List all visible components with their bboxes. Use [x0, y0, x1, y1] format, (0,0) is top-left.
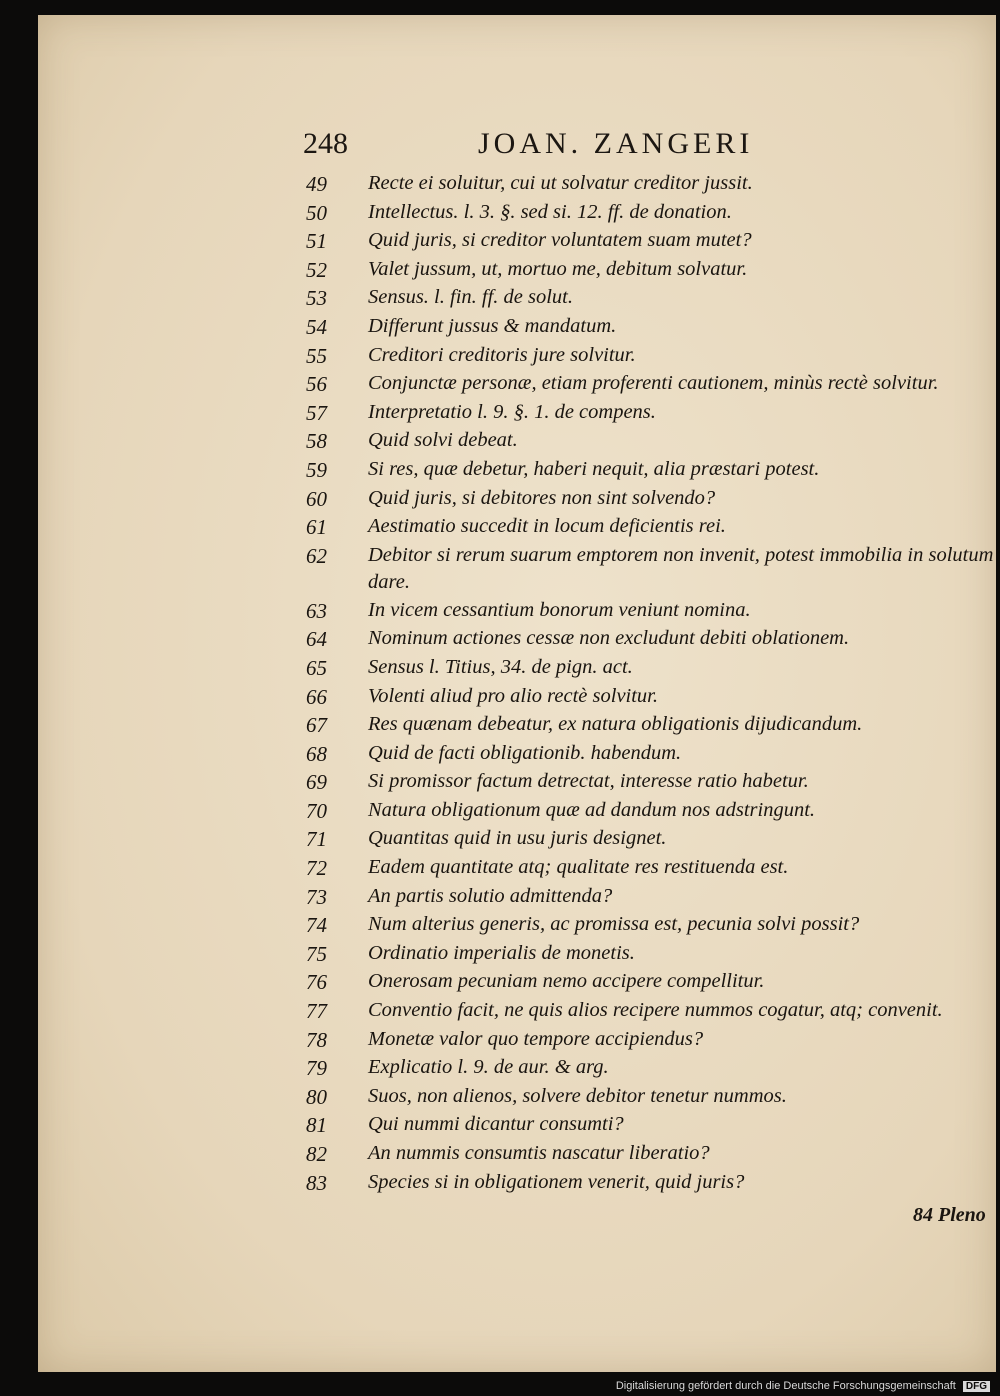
entry-text: Explicatio l. 9. de aur. & arg.	[368, 1056, 609, 1079]
entry-text: Sensus. l. fin. ff. de solut.	[368, 286, 573, 309]
entry-text: Sensus l. Titius, 34. de pign. act.	[368, 655, 633, 678]
list-item	[306, 825, 1000, 854]
entry-number: 50	[306, 200, 327, 225]
list-item	[306, 284, 1000, 313]
credit-text: Digitalisierung gefördert durch die Deutsche Forschungsgemeinschaft	[615, 1380, 956, 1392]
entry-number: 57	[306, 400, 327, 425]
list-item	[306, 683, 1000, 712]
list-item	[306, 170, 1000, 199]
entry-text: Conjunctæ personæ, etiam proferenti cautionem, minùs rectè solvitur.	[368, 372, 939, 395]
list-item	[306, 940, 1000, 969]
entry-text: Valet jussum, ut, mortuo me, debitum solvatur.	[368, 257, 748, 280]
entry-number: 64	[306, 627, 327, 652]
book-page	[38, 15, 996, 1372]
entry-text: Interpretatio l. 9. §. 1. de compens.	[368, 400, 656, 423]
entry-number: 60	[306, 486, 327, 511]
list-item	[306, 542, 1000, 597]
entry-text: Num alterius generis, ac promissa est, pecunia solvi possit?	[368, 913, 860, 936]
entry-number: 78	[306, 1027, 327, 1052]
entry-text: Creditori creditoris jure solvitur.	[368, 343, 636, 366]
entry-text: Onerosam pecuniam nemo accipere compellitur.	[368, 970, 765, 993]
entry-text: Volenti aliud pro alio rectè solvitur.	[368, 684, 659, 707]
entry-number: 79	[306, 1056, 327, 1081]
list-item	[306, 625, 1000, 654]
entry-text: Quid de facti obligationib. habendum.	[368, 741, 682, 764]
summary-list	[306, 170, 1000, 1197]
entry-number: 73	[306, 884, 327, 909]
list-item	[306, 1111, 1000, 1140]
entry-number: 56	[306, 372, 327, 397]
list-item	[306, 227, 1000, 256]
entry-text: Recte ei soluitur, cui ut solvatur creditor jussit.	[368, 172, 753, 194]
list-item	[306, 256, 1000, 285]
list-item	[306, 740, 1000, 769]
entry-number: 61	[306, 515, 327, 540]
entry-text: Quid solvi debeat.	[368, 429, 518, 452]
entry-text: Debitor si rerum suarum emptorem non invenit, potest immobilia in solutum dare.	[368, 543, 994, 593]
entry-text: Differunt jussus & mandatum.	[368, 314, 617, 337]
entry-number: 63	[306, 598, 327, 623]
list-item	[306, 768, 1000, 797]
entry-number: 68	[306, 741, 327, 766]
list-item	[306, 427, 1000, 456]
list-item	[306, 485, 1000, 514]
entry-number: 74	[306, 913, 327, 938]
list-item	[306, 597, 1000, 626]
entry-number: 58	[306, 429, 327, 454]
list-item	[306, 199, 1000, 228]
list-item	[306, 1140, 1000, 1169]
list-item	[306, 1169, 1000, 1198]
list-item	[306, 968, 1000, 997]
list-item	[306, 711, 1000, 740]
entry-text: Ordinatio imperialis de monetis.	[368, 941, 635, 964]
entry-text: An partis solutio admittenda?	[368, 884, 613, 907]
entry-text: Species si in obligationem venerit, quid juris?	[368, 1170, 745, 1193]
entry-number: 77	[306, 999, 327, 1024]
entry-text: Eadem quantitate atq; qualitate res restituenda est.	[368, 856, 789, 879]
entry-number: 82	[306, 1142, 327, 1166]
list-item	[306, 370, 1000, 399]
entry-number: 75	[306, 941, 327, 966]
list-item	[306, 997, 1000, 1026]
list-item	[306, 911, 1000, 940]
entry-number: 62	[306, 543, 327, 568]
list-item	[306, 883, 1000, 912]
entry-text: Quid juris, si debitores non sint solvendo?	[368, 486, 716, 509]
entry-number: 51	[306, 229, 327, 254]
entry-text: An nummis consumtis nascatur liberatio?	[368, 1142, 710, 1164]
entry-text: Suos, non alienos, solvere debitor tenetur nummos.	[368, 1084, 787, 1107]
running-head	[303, 127, 803, 167]
entry-number: 65	[306, 655, 327, 680]
entry-text: Quantitas quid in usu juris designet.	[368, 827, 667, 850]
list-item	[306, 654, 1000, 683]
entry-text: Nominum actiones cessæ non excludunt debiti oblationem.	[368, 627, 850, 650]
list-item	[306, 1083, 1000, 1112]
entry-text: Si res, quæ debetur, haberi nequit, alia præstari potest.	[368, 457, 820, 480]
entry-text: In vicem cessantium bonorum veniunt nomina.	[368, 598, 751, 621]
list-item	[306, 1054, 1000, 1083]
entry-number: 54	[306, 314, 327, 339]
entry-number: 83	[306, 1170, 327, 1195]
entry-text: Intellectus. l. 3. §. sed si. 12. ff. de donation.	[368, 200, 732, 223]
entry-text: Res quænam debeatur, ex natura obligationis dijudicandum.	[368, 713, 863, 736]
list-item	[306, 342, 1000, 371]
entry-number: 76	[306, 970, 327, 995]
catchword: 84 Pleno	[913, 1204, 986, 1226]
entry-number: 72	[306, 856, 327, 881]
entry-number: 81	[306, 1113, 327, 1138]
dfg-logo: DFG	[963, 1381, 990, 1392]
entry-number: 49	[306, 172, 327, 196]
list-item	[306, 854, 1000, 883]
list-item	[306, 513, 1000, 542]
entry-text: Aestimatio succedit in locum deficientis rei.	[368, 515, 726, 538]
digitization-credit	[616, 1380, 990, 1392]
entry-number: 70	[306, 798, 327, 823]
entry-number: 52	[306, 257, 327, 282]
entry-text: Qui nummi dicantur consumti?	[368, 1113, 624, 1136]
entry-text: Natura obligationum quæ ad dandum nos adstringunt.	[368, 798, 816, 821]
entry-text: Conventio facit, ne quis alios recipere nummos cogatur, atq; convenit.	[368, 999, 943, 1022]
page-number: 248	[303, 127, 348, 160]
list-item	[306, 399, 1000, 428]
entry-number: 71	[306, 827, 327, 852]
entry-text: Quid juris, si creditor voluntatem suam mutet?	[368, 229, 752, 252]
entry-number: 66	[306, 684, 327, 709]
entry-text: Si promissor factum detrectat, interesse ratio habetur.	[368, 770, 809, 793]
list-item	[306, 313, 1000, 342]
running-title: JOAN. ZANGERI	[478, 127, 754, 160]
list-item	[306, 456, 1000, 485]
entry-number: 55	[306, 343, 327, 368]
entry-number: 67	[306, 713, 327, 738]
entry-number: 69	[306, 770, 327, 795]
entry-number: 59	[306, 457, 327, 482]
entry-text: Monetæ valor quo tempore accipiendus?	[368, 1027, 704, 1050]
entry-number: 80	[306, 1084, 327, 1109]
entry-number: 53	[306, 286, 327, 311]
list-item	[306, 1026, 1000, 1055]
list-item	[306, 797, 1000, 826]
